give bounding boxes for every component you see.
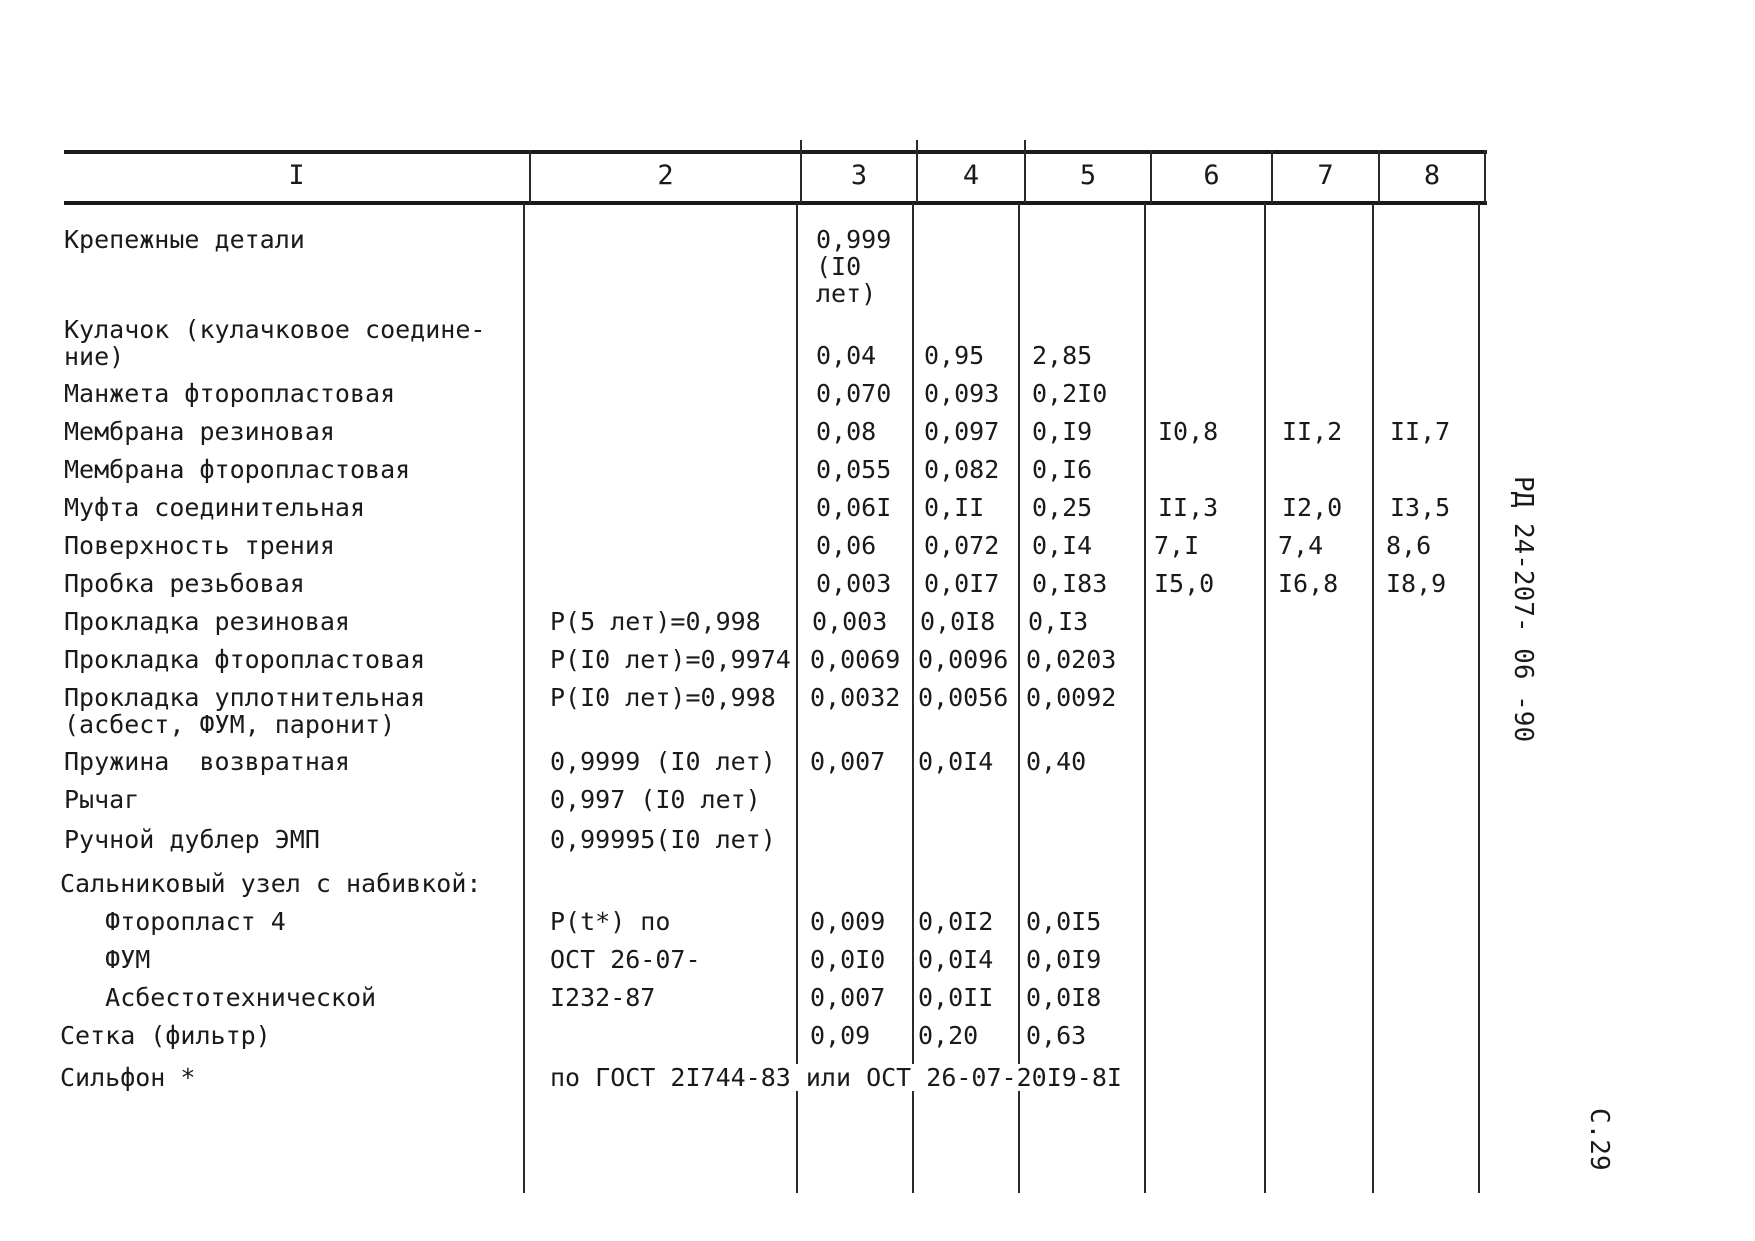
- cell-col8: II,7: [1390, 417, 1451, 446]
- col-header-3: 3: [850, 160, 868, 191]
- cell-col3: 0,999 (I0 лет): [816, 225, 892, 308]
- col-divider-2-body: [796, 203, 798, 1193]
- row-name: Пружина возвратная: [64, 747, 350, 776]
- cell-col2: 0,99995(I0 лет): [550, 825, 776, 854]
- col-divider-5-body: [1144, 203, 1146, 1193]
- cell-col5: 0,25: [1032, 493, 1093, 522]
- cell-col6: I5,0: [1154, 569, 1215, 598]
- cell-col3: 0,06I: [816, 493, 892, 522]
- row-name: Муфта соединительная: [64, 493, 366, 522]
- cell-col5: 0,0203: [1026, 645, 1117, 674]
- cell-col5: 0,0I5: [1026, 907, 1102, 936]
- col-header-4: 4: [962, 160, 980, 191]
- cell-col4: 0,093: [924, 379, 1000, 408]
- cell-col4: 0,0I2: [918, 907, 994, 936]
- col-divider-3-body: [912, 203, 914, 1193]
- cell-col3: 0,007: [810, 747, 886, 776]
- col-header-8: 8: [1423, 160, 1441, 191]
- cell-col5: 0,I4: [1032, 531, 1093, 560]
- row-name: Прокладка фторопластовая: [64, 645, 426, 674]
- cell-col4: 0,072: [924, 531, 1000, 560]
- cell-col4: 0,II: [924, 493, 985, 522]
- row-name: Ручной дублер ЭМП: [64, 825, 320, 854]
- cell-col3: 0,055: [816, 455, 892, 484]
- col-header-5: 5: [1079, 160, 1097, 191]
- cell-col2: Р(I0 лет)=0,998: [550, 683, 776, 712]
- cell-col3: 0,007: [810, 983, 886, 1012]
- cell-col5: 0,I9: [1032, 417, 1093, 446]
- cell-col5: 0,40: [1026, 747, 1087, 776]
- cell-col8: 8,6: [1386, 531, 1432, 560]
- cell-col4: 0,20: [918, 1021, 979, 1050]
- cell-col3: 0,003: [812, 607, 888, 636]
- cell-col5: 0,I83: [1032, 569, 1108, 598]
- cell-col3: 0,009: [810, 907, 886, 936]
- cell-col7: 7,4: [1278, 531, 1324, 560]
- cell-col3: 0,06: [816, 531, 877, 560]
- cell-col4: 0,082: [924, 455, 1000, 484]
- cell-col8: I8,9: [1386, 569, 1447, 598]
- col-divider-1-body: [523, 203, 525, 1193]
- row-name: Фторопласт 4: [60, 907, 286, 936]
- row-name: Поверхность трения: [64, 531, 335, 560]
- cell-col4: 0,0I4: [918, 747, 994, 776]
- cell-col4: 0,95: [924, 341, 985, 370]
- cell-col5: 0,I6: [1032, 455, 1093, 484]
- cell-col7: II,2: [1282, 417, 1343, 446]
- col-divider-8: [1484, 150, 1486, 203]
- row-name: ФУМ: [60, 945, 151, 974]
- cell-col3: 0,003: [816, 569, 892, 598]
- cell-col3: 0,0032: [810, 683, 901, 712]
- row-name: Асбестотехнической: [60, 983, 377, 1012]
- cell-col6: I0,8: [1158, 417, 1219, 446]
- row-name: Прокладка уплотнительная (асбест, ФУМ, паронит): [64, 683, 426, 739]
- cell-col2-spanning: по ГОСТ 2I744-83 или ОСТ 26-07-20I9-8I: [550, 1064, 1126, 1091]
- cell-col5: 0,2I0: [1032, 379, 1108, 408]
- row-name: Сальниковый узел с набивкой:: [60, 869, 482, 898]
- cell-col3: 0,0I0: [810, 945, 886, 974]
- cell-col2: Р(t*) по: [550, 907, 671, 936]
- cell-col3: 0,08: [816, 417, 877, 446]
- cell-col5: 0,0I8: [1026, 983, 1102, 1012]
- cell-col5: 2,85: [1032, 341, 1093, 370]
- row-name: Кулачок (кулачковое соедине- ние): [64, 315, 486, 371]
- cell-col7: I2,0: [1282, 493, 1343, 522]
- cell-col3: 0,04: [816, 341, 877, 370]
- col-header-1: I: [288, 160, 305, 191]
- cell-col4: 0,0056: [918, 683, 1009, 712]
- row-name: Сильфон *: [60, 1063, 196, 1092]
- row-name: Пробка резьбовая: [64, 569, 305, 598]
- cell-col2: 0,9999 (I0 лет): [550, 747, 776, 776]
- cell-col2: I232-87: [550, 983, 656, 1012]
- cell-col7: I6,8: [1278, 569, 1339, 598]
- row-name: Мембрана фторопластовая: [64, 455, 411, 484]
- cell-col6: 7,I: [1154, 531, 1200, 560]
- cell-col4: 0,0I4: [918, 945, 994, 974]
- row-name: Рычаг: [64, 785, 140, 814]
- cell-col4: 0,0II: [918, 983, 994, 1012]
- row-name: Крепежные детали: [64, 225, 305, 254]
- row-name: Прокладка резиновая: [64, 607, 350, 636]
- cell-col8: I3,5: [1390, 493, 1451, 522]
- cell-col4: 0,0I7: [924, 569, 1000, 598]
- cell-col4: 0,097: [924, 417, 1000, 446]
- cell-col3: 0,0069: [810, 645, 901, 674]
- row-name: Манжета фторопластовая: [64, 379, 396, 408]
- cell-col2: ОСТ 26-07-: [550, 945, 701, 974]
- page-number: С.29: [1584, 1108, 1614, 1171]
- document-code: РД 24-207- 06 -90: [1508, 476, 1538, 743]
- col-header-2: 2: [657, 160, 674, 191]
- col-header-7: 7: [1317, 160, 1334, 191]
- col-header-6: 6: [1203, 160, 1220, 191]
- cell-col4: 0,0096: [918, 645, 1009, 674]
- cell-col2: Р(I0 лет)=0,9974: [550, 645, 791, 674]
- cell-col5: 0,63: [1026, 1021, 1087, 1050]
- cell-col3: 0,09: [810, 1021, 871, 1050]
- cell-col5: 0,0I9: [1026, 945, 1102, 974]
- col-divider-8-body: [1478, 203, 1480, 1193]
- col-divider-4-body: [1018, 203, 1020, 1193]
- col-divider-7-body: [1372, 203, 1374, 1193]
- row-name: Сетка (фильтр): [60, 1021, 271, 1050]
- cell-col6: II,3: [1158, 493, 1219, 522]
- cell-col4: 0,0I8: [920, 607, 996, 636]
- col-divider-6-body: [1264, 203, 1266, 1193]
- table-top-rule: [64, 150, 1487, 154]
- row-name: Мембрана резиновая: [64, 417, 335, 446]
- cell-col2: Р(5 лет)=0,998: [550, 607, 761, 636]
- cell-col5: 0,I3: [1028, 607, 1089, 636]
- cell-col3: 0,070: [816, 379, 892, 408]
- header-bottom-rule: [64, 201, 1487, 205]
- cell-col5: 0,0092: [1026, 683, 1117, 712]
- cell-col2: 0,997 (I0 лет): [550, 785, 761, 814]
